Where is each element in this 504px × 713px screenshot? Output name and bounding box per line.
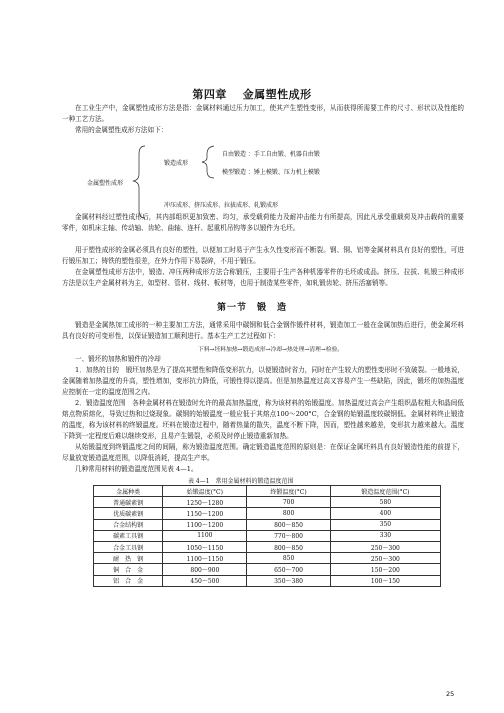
forging-paragraph-2: 1．加热的目的 锻坯加热是为了提高其塑性和降低变形抗力，以便锻造时省力，同时在产生较大的塑性变形时不致破裂。一般地说，金属随着加热温度的升高，塑性增加，变形抗力降低，可锻性得以提高。但是加热温度过高又容易产生一些缺陷，因此，锻坯的加热温度应控制在一定的温度范围之内。 [62,366,464,396]
table-row [94,497,441,508]
table-cell: 250～300 [330,541,440,552]
table-cell: 铜 合 金 [94,564,163,575]
table-cell: 1100 [163,530,247,541]
tree-free-forging: 自由锻造 ：手工自由锻、机器自由锻 [222,151,320,158]
table-cell: 1250～1280 [163,497,247,508]
table-cell: 770～800 [247,530,330,541]
table-cell: 580 [330,497,440,508]
forging-paragraph-5: 几种常用材料的锻造温度范围见表 4—1。 [75,465,198,473]
table-cell: 普通碳素钢 [94,497,163,508]
table-cell: 耐 热 钢 [94,553,163,564]
section-title: 第一节 锻 造 [216,303,287,313]
table-cell: 800～850 [247,541,330,552]
table-cell: 800 [247,508,330,519]
outer-brace [133,146,145,218]
table-cell: 碳素工具钢 [94,530,163,541]
intro-paragraph-2: 常用的金属塑性成形方法如下： [75,126,168,134]
table-cell: 330 [330,530,440,541]
table-row [94,541,441,552]
table-cell: 1100～1200 [163,519,247,530]
chapter-title: 第四章 金属塑性成形 [192,88,312,101]
table-cell: 250～300 [330,553,440,564]
tree-other-methods: 冲压成形、挤压成形、拉拔成形、轧锻成形 [164,202,279,209]
table-cell: 350 [330,519,440,530]
table-cell: 铝 合 金 [94,575,163,586]
forging-temperature-table [93,485,441,587]
table-cell: 100～150 [330,575,440,586]
forging-paragraph-4: 从始锻温度到终锻温度之间的间隔，称为锻造温度范围。确定锻造温度范围的原则是：在保证金属坯料具有良好锻造性能的前提下，尽量放宽锻造温度范围，以降低消耗，提高生产率。 [62,443,464,462]
table-cell: 350～380 [247,575,330,586]
header-end-temp: 终锻温度(°C) [247,486,330,497]
paragraph-2: 用于塑性成形的金属必须具有良好的塑性，以便加工时易于产生永久性变形而不断裂。钢、铜、铝等金属材料具有良好的塑性，可进行锻压加工；铸铁的塑性很差，在外力作用下易裂碎，不用于锻压。 [62,246,464,265]
table-row [94,508,441,519]
table-cell: 400 [330,508,440,519]
process-flow: 下料→坯料加热→锻造成形→冷却→热处理→清理→检验。 [198,347,344,353]
table-row [94,553,441,564]
paragraph-1: 金属材料经过塑性成形后，其内部组织更加致密、均匀，承受载荷能力及耐冲击能力有所提高，因此凡承受重载荷及冲击载荷的重要零件，如机床主轴、传动轴、齿轮、曲轴、连杆、起重机吊钩等多以锻件为毛坯。 [62,213,464,232]
table-cell: 650～700 [247,564,330,575]
table-cell: 优质碳素钢 [94,508,163,519]
table-row [94,575,441,586]
header-temp-range: 锻造温度范围(°C) [330,486,440,497]
page-number: 25 [446,690,455,698]
table-caption: 表 4—1 常用金属材料的锻造温度范围 [188,478,294,485]
table-cell: 450～500 [163,575,247,586]
table-cell: 150～200 [330,564,440,575]
table-cell: 合金工具钢 [94,541,163,552]
intro-paragraph-1: 在工业生产中，金属塑性成形方法是指：金属材料通过压力加工，使其产生塑性变形，从而获得所需要工件的尺寸、形状以及性能的一种工艺方法。 [62,104,464,123]
table-cell: 1150～1200 [163,508,247,519]
paragraph-3: 在金属塑性成形方法中，锻造、冲压两种成形方法合称锻压，主要用于生产各种机器零件的毛坯或成品。挤压、拉拔、轧锻三种成形方法是以生产金属材料为主，如型材、管材、线材、板材等，也用于制造某些零件，如轧锻齿轮、挤压活塞销等。 [62,268,464,287]
forging-paragraph-3: 2．锻造温度范围 各种金属材料在锻造时允许的最高加热温度，称为该材料的始锻温度。加热温度过高会产生组织晶粒粗大和晶间低熔点物质熔化，导致过热和过烧现象。碳钢的始锻温度一般应低于其熔点100～200°C，合金钢的始锻温度较碳钢低。金属材料终止锻造的温度，称为该材料的终锻温度。坯料在锻造过程中，随着热量的散失，温度不断下降，因而，塑性越来越差，变形抗力越来越大。温度下降到一定程度后难以继续变形，且易产生锻裂，必须及时停止锻造重新加热。 [62,399,464,440]
table-cell: 合金结构钢 [94,519,163,530]
tree-root-label: 金属塑性成形 [87,180,124,187]
subheading-heating: 一、锻坯的加热和锻件的冷却 [75,355,161,363]
forging-paragraph-1: 锻造是金属热加工成形的一种主要加工方法，通常采用中碳钢和低合金钢作锻件材料，锻造加工一般在金属加热后进行，使金属坯料具有良好的可变形性，以保证锻造加工顺利进行。基本生产工艺过程如下： [62,321,464,340]
table-cell: 800～850 [247,519,330,530]
header-metal-type: 金属种类 [94,486,163,497]
inner-brace [202,146,214,178]
table-cell: 1100～1150 [163,553,247,564]
classification-tree [0,140,504,209]
table-cell: 1050～1150 [163,541,247,552]
tree-forging-label: 锻造成形 [164,160,189,167]
table-cell: 700 [247,497,330,508]
header-start-temp: 始锻温度(°C) [163,486,247,497]
table-row [94,530,441,541]
table-header-row [94,486,441,497]
table-cell: 850 [247,553,330,564]
table-row [94,519,441,530]
table-row [94,564,441,575]
table-cell: 800～900 [163,564,247,575]
tree-die-forging: 模型锻造 ：锤上模锻、压力机上模锻 [222,169,320,176]
